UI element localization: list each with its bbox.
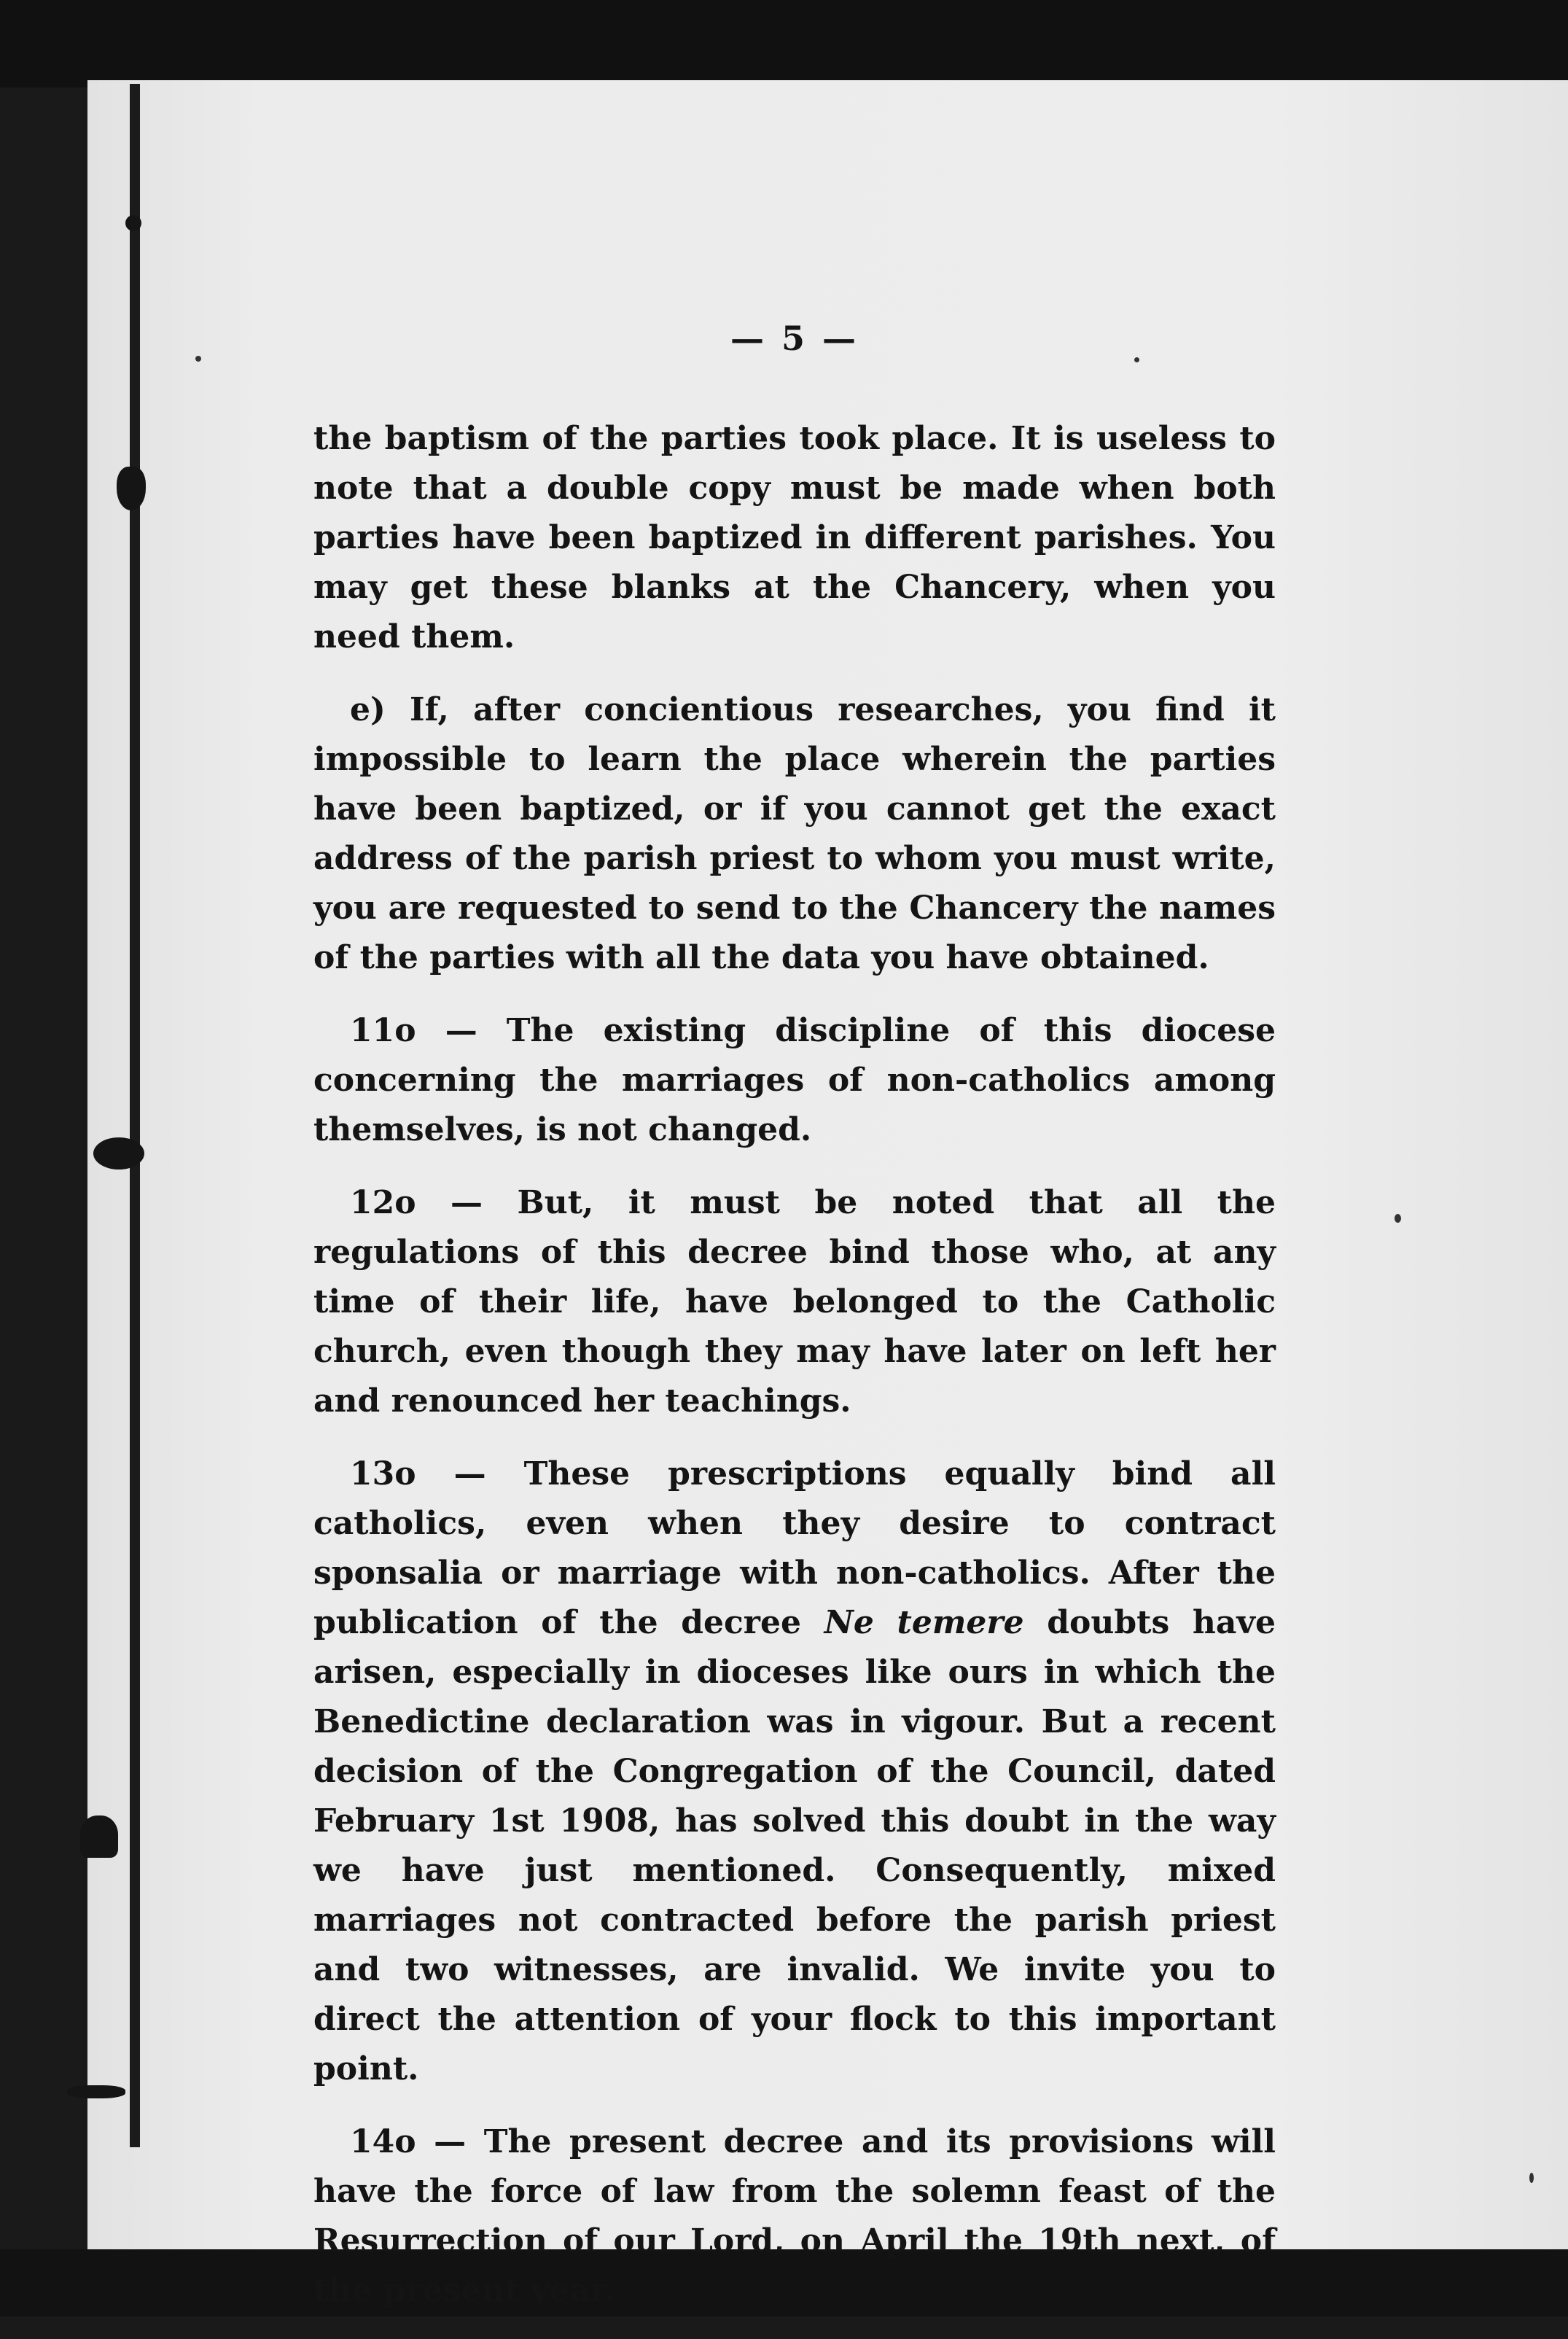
scan-speck [1395, 1214, 1401, 1223]
binding-mark [67, 2085, 125, 2098]
paragraph-13-text-end: doubts have arisen, especially in dioceses like ours in which the Benedictine declaration was in vigour. But a recent decision of the Congregation of the Council, dated February 1st 1908, has solved this doubt in the way we have just mentioned. Consequently, mixed marriages not contracted before the parish priest and two witnesses, are invalid. We invite you to direct the attention of your flock to this important point. [313, 1604, 1276, 2087]
scan-speck [195, 356, 201, 362]
binding-mark [93, 1137, 144, 1170]
page-number: — 5 — [730, 319, 859, 358]
binding-mark [117, 467, 146, 510]
binding-edge [130, 84, 140, 2147]
paragraph-baptism-copies: the baptism of the parties took place. It is useless to note that a double copy must be made when both parties have been baptized in different parishes. You may get these blanks at the Chancery, when you need them. [313, 420, 1276, 655]
paragraph-13-text-start: 13o — These prescriptions equally bind all catholics, even when they desire to contract sponsalia or marriage with non-catholics. After the publication of the decree [313, 1455, 1276, 1641]
paragraph-14-force-of-law: 14o — The present decree and its provisions will have the force of law from the solemn feast of the Resurrection of our Lord, on April the 19th next, of the present year. [313, 2123, 1276, 2309]
decree-title: Ne temere [824, 1604, 1024, 1641]
scan-top-border [0, 0, 1568, 87]
document-body [313, 314, 1276, 2339]
binding-mark [125, 215, 141, 231]
binding-mark [80, 1815, 118, 1858]
scan-speck [1529, 2173, 1534, 2183]
paragraph-e-research: e) If, after concientious researches, you find it impossible to learn the place wherein the parties have been baptized, or if you cannot get the exact address of the parish priest to whom you must write, you are requested to send to the Chancery the names of the parties with all the data you have obtained. [313, 691, 1276, 976]
paragraph-11-discipline: 11o — The existing discipline of this diocese concerning the marriages of non-catholics among themselves, is not changed. [313, 1012, 1276, 1148]
paragraph-12-regulations: 12o — But, it must be noted that all the regulations of this decree bind those who, at any time of their life, have belonged to the Catholic church, even though they may have later on left her and renounced her teachings. [313, 1184, 1276, 1420]
paragraph-13-prescriptions [313, 1449, 1276, 2094]
